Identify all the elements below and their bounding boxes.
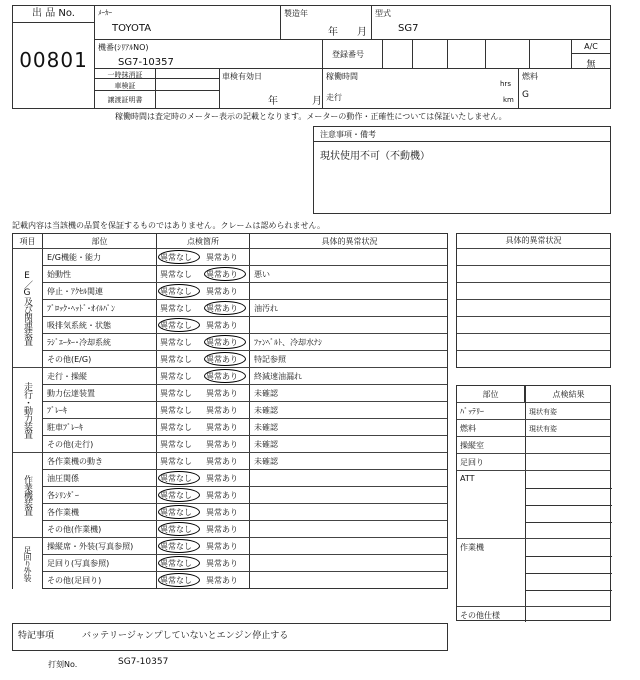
ok-selected-mark — [158, 556, 200, 570]
table-row — [13, 402, 447, 419]
ng-option[interactable]: 異常あり — [206, 422, 238, 432]
fuel-value: G — [522, 90, 529, 100]
ok-selected-mark — [158, 318, 200, 332]
detail-cell: ﾌｧﾝﾍﾞﾙﾄ、冷却水ﾅｼ — [254, 337, 322, 347]
table-row — [13, 283, 447, 300]
part-name: ﾌﾞﾚｰｷ — [43, 402, 157, 418]
transfer-cert: 譲渡証明書 — [107, 96, 143, 104]
month-unit: 月 — [312, 96, 322, 107]
part-name: 吸排気系統・状態 — [43, 317, 157, 333]
ng-option[interactable]: 異常あり — [206, 286, 238, 296]
detail-cell — [250, 317, 449, 333]
result-value: 現状有姿 — [529, 408, 557, 416]
hours-label: 稼働時間 — [326, 72, 358, 81]
ok-selected-mark — [158, 573, 200, 587]
divider — [371, 5, 372, 40]
table-row — [13, 470, 447, 487]
ok-option[interactable]: 異常なし — [160, 541, 192, 551]
result-table — [456, 385, 611, 621]
model: SG7 — [398, 23, 419, 34]
part-name: その他(E/G) — [43, 351, 157, 367]
part-name: 各作業機 — [43, 504, 157, 520]
part-name: その他(足回り) — [43, 572, 157, 589]
part-name: 操縦席・外装(写真参照) — [43, 538, 157, 554]
ng-selected-mark — [204, 301, 246, 315]
sub-line — [525, 573, 612, 574]
result-value: 現状有姿 — [529, 425, 557, 433]
detail-cell — [250, 555, 449, 571]
lot-no: 00801 — [19, 48, 88, 72]
part-name: その他(走行) — [43, 436, 157, 452]
ok-option[interactable]: 異常なし — [160, 269, 192, 279]
hours-unit: hrs — [500, 80, 511, 88]
ok-option[interactable]: 異常なし — [160, 354, 192, 364]
ok-option[interactable]: 異常なし — [160, 524, 192, 534]
ng-option[interactable]: 異常あり — [206, 371, 238, 381]
result-part: 足回り — [460, 458, 484, 467]
ng-selected-mark — [204, 352, 246, 366]
ok-selected-mark — [158, 522, 200, 536]
inspection-table — [12, 233, 448, 589]
lot-no-label: 出 品 No. — [12, 5, 95, 23]
result-row — [457, 539, 610, 607]
year-label: 製造年 — [284, 9, 308, 18]
group-cell — [13, 368, 43, 453]
part-name: 停止・ｱｸｾﾙ関連 — [43, 283, 157, 299]
table-row — [13, 521, 447, 538]
maker: TOYOTA — [112, 23, 152, 34]
ok-option[interactable]: 異常なし — [160, 337, 192, 347]
ng-option[interactable]: 異常あり — [206, 252, 238, 262]
serial: SG7-10357 — [118, 57, 174, 68]
divider — [155, 69, 156, 109]
detail-row — [457, 334, 610, 351]
detail-cell: 終減速油漏れ — [254, 371, 302, 381]
divider — [280, 5, 281, 40]
part-name: 始動性 — [43, 266, 157, 282]
detail-row — [457, 249, 610, 266]
ng-option[interactable]: 異常あり — [206, 507, 238, 517]
result-part: その他仕様 — [460, 611, 500, 620]
group-name: 走行・動力装置 — [22, 382, 32, 438]
ok-selected-mark — [158, 488, 200, 502]
group-name: 足回り外装 — [23, 546, 32, 581]
ng-option[interactable]: 異常あり — [206, 456, 238, 466]
check-cell — [157, 453, 250, 469]
table-row — [13, 419, 447, 436]
part-name: 各ｼﾘﾝﾀﾞｰ — [43, 487, 157, 503]
remarks-text: 現状使用不可（不動機） — [320, 151, 430, 162]
check-cell — [157, 385, 250, 401]
part-name: その他(作業機) — [43, 521, 157, 537]
detail-row — [457, 300, 610, 317]
ng-option[interactable]: 異常あり — [206, 388, 238, 398]
col-detail: 具体的異常状況 — [321, 236, 378, 246]
month-unit: 月 — [357, 27, 367, 38]
result-row — [457, 607, 610, 622]
reg-label: 登録番号 — [332, 50, 364, 59]
ok-option[interactable]: 異常なし — [160, 405, 192, 415]
ok-option[interactable]: 異常なし — [160, 422, 192, 432]
result-part: 操縦室 — [460, 441, 484, 450]
temp-permit: 一時抹消証 — [107, 71, 143, 79]
remarks-label: 注意事項・備考 — [320, 130, 376, 139]
sub-line — [525, 522, 612, 523]
result-part: 燃料 — [460, 424, 476, 433]
ng-option[interactable]: 異常あり — [206, 490, 238, 500]
result-header — [457, 386, 610, 403]
ng-option[interactable]: 異常あり — [206, 354, 238, 364]
table-row — [13, 351, 447, 368]
part-name: 駐車ﾌﾞﾚｰｷ — [43, 419, 157, 435]
ok-option[interactable]: 異常なし — [160, 490, 192, 500]
result-row — [457, 420, 610, 437]
sub-line — [525, 556, 612, 557]
col-check: 点検箇所 — [157, 234, 250, 248]
detail-row — [457, 266, 610, 283]
ng-option[interactable]: 異常あり — [206, 269, 238, 279]
divider — [322, 69, 323, 109]
part-name: ﾌﾞﾛｯｸ･ﾍｯﾄﾞ･ｵｲﾙﾊﾟﾝ — [43, 300, 157, 316]
ng-selected-mark — [204, 267, 246, 281]
part-name: 走行・操縦 — [43, 368, 157, 384]
year-unit: 年 — [268, 96, 278, 107]
ng-option[interactable]: 異常あり — [206, 541, 238, 551]
ok-option[interactable]: 異常なし — [160, 252, 192, 262]
serial-label: 機番(ｼﾘｱﾙNO) — [98, 43, 149, 52]
ng-option[interactable]: 異常あり — [206, 576, 238, 585]
ok-option[interactable]: 異常なし — [160, 576, 192, 585]
group-cell — [13, 538, 43, 589]
ok-selected-mark — [158, 284, 200, 298]
result-row — [457, 471, 610, 539]
special-label: 特記事項 — [18, 631, 55, 641]
col-part: 部位 — [43, 234, 157, 248]
ok-option[interactable]: 異常なし — [160, 439, 192, 449]
detail-cell — [250, 521, 449, 537]
ng-option[interactable]: 異常あり — [206, 320, 238, 330]
ng-selected-mark — [204, 369, 246, 383]
detail-cell: 悪い — [254, 269, 270, 279]
table-row — [13, 555, 447, 572]
check-cell — [157, 419, 250, 435]
vehicle-cert: 車検証 — [114, 82, 136, 90]
maker-label: ﾒｰｶｰ — [98, 9, 112, 17]
ok-selected-mark — [158, 505, 200, 519]
group-cell — [13, 453, 43, 538]
header-row-2 — [95, 40, 611, 69]
part-name: 足回り(写真参照) — [43, 555, 157, 571]
ok-selected-mark — [158, 539, 200, 553]
inspection-label: 車検有効日 — [222, 72, 262, 81]
detail-row — [457, 351, 610, 368]
divider — [219, 69, 220, 109]
sub-line — [525, 488, 612, 489]
table-row — [13, 453, 447, 470]
detail-cell — [250, 487, 449, 503]
detail-cell: 未確認 — [254, 456, 278, 466]
result-row — [457, 454, 610, 471]
table-row — [13, 572, 447, 589]
ng-option[interactable]: 異常あり — [206, 439, 238, 449]
detail-cell — [250, 283, 449, 299]
ok-option[interactable]: 異常なし — [160, 558, 192, 568]
ng-option[interactable]: 異常あり — [206, 303, 238, 313]
detail-row — [457, 283, 610, 300]
detail-cell: 未確認 — [254, 388, 278, 398]
result-row — [457, 403, 610, 420]
result-part: ﾊﾞｯﾃﾘｰ — [460, 407, 484, 416]
ok-option[interactable]: 異常なし — [160, 303, 192, 313]
ac-value: 無 — [586, 60, 596, 70]
part-name: 動力伝達装置 — [43, 385, 157, 401]
ac-label: A/C — [584, 42, 598, 51]
check-cell — [157, 402, 250, 418]
ok-option[interactable]: 異常なし — [160, 388, 192, 398]
ok-option[interactable]: 異常なし — [160, 286, 192, 296]
col-item: 項目 — [13, 234, 43, 248]
ok-option[interactable]: 異常なし — [160, 473, 192, 483]
table-row — [13, 385, 447, 402]
part-name: E/G機能・能力 — [43, 249, 157, 265]
ok-selected-mark — [158, 471, 200, 485]
result-part: 作業機 — [460, 543, 484, 552]
quality-notice: 記載内容は当該機の品質を保証するものではありません。クレームは認められません。 — [12, 221, 325, 230]
ng-option[interactable]: 異常あり — [206, 524, 238, 534]
ok-selected-mark — [158, 250, 200, 264]
result-row — [457, 437, 610, 454]
table-row — [13, 436, 447, 453]
ng-selected-mark — [204, 335, 246, 349]
detail-cell — [250, 538, 449, 554]
detail-cell — [250, 504, 449, 520]
part-name: 各作業機の動き — [43, 453, 157, 469]
detail-cell — [250, 572, 449, 589]
stamp-label: 打刻No. — [48, 660, 78, 669]
stamp-value: SG7-10357 — [118, 657, 169, 667]
ok-option[interactable]: 異常なし — [160, 456, 192, 466]
table-row — [13, 538, 447, 555]
special-text: バッテリージャンプしていないとエンジン停止する — [82, 631, 289, 641]
detail-cell — [250, 249, 449, 265]
group-cell — [13, 249, 43, 368]
ng-option[interactable]: 異常あり — [206, 337, 238, 347]
ok-option[interactable]: 異常なし — [160, 507, 192, 517]
year-unit: 年 — [328, 27, 338, 38]
table-row — [13, 249, 447, 266]
part-name: ﾗｼﾞｴｰﾀｰ･冷却系統 — [43, 334, 157, 350]
result-part: ATT — [460, 474, 475, 483]
detail-cell: 油汚れ — [254, 303, 278, 313]
table-row — [13, 368, 447, 385]
travel-label: 走行 — [326, 93, 342, 102]
ok-option[interactable]: 異常なし — [160, 371, 192, 381]
detail-header: 具体的異常状況 — [457, 234, 610, 249]
table-row — [13, 334, 447, 351]
detail-cell: 特記参照 — [254, 354, 286, 364]
detail-cell: 未確認 — [254, 439, 278, 449]
ng-option[interactable]: 異常あり — [206, 473, 238, 483]
sub-line — [525, 505, 612, 506]
table-row — [13, 300, 447, 317]
table-row — [13, 266, 447, 283]
header-row-1 — [95, 5, 611, 40]
table-row — [13, 504, 447, 521]
meter-notice: 稼働時間は査定時のメーター表示の記載となります。メーターの動作・正確性については保証いたしません。 — [115, 112, 507, 121]
group-name: 作業機装置 — [22, 475, 32, 515]
table-row — [13, 487, 447, 504]
group-name: E／G及び関連装置 — [22, 271, 32, 345]
table-header — [13, 234, 447, 249]
table-row — [13, 317, 447, 334]
ng-option[interactable]: 異常あり — [206, 405, 238, 415]
sub-line — [525, 590, 612, 591]
ok-option[interactable]: 異常なし — [160, 320, 192, 330]
result-col-result: 点検結果 — [552, 389, 585, 399]
divider — [518, 69, 519, 109]
result-col-part: 部位 — [457, 386, 525, 402]
detail-cell: 未確認 — [254, 405, 278, 415]
detail-row — [457, 317, 610, 334]
km-unit: km — [503, 96, 514, 104]
model-label: 型式 — [375, 9, 391, 18]
detail-cell — [250, 470, 449, 486]
detail-table — [456, 233, 611, 368]
detail-cell: 未確認 — [254, 422, 278, 432]
ng-option[interactable]: 異常あり — [206, 558, 238, 568]
check-cell — [157, 436, 250, 452]
fuel-label: 燃料 — [522, 72, 538, 81]
part-name: 油圧関係 — [43, 470, 157, 486]
